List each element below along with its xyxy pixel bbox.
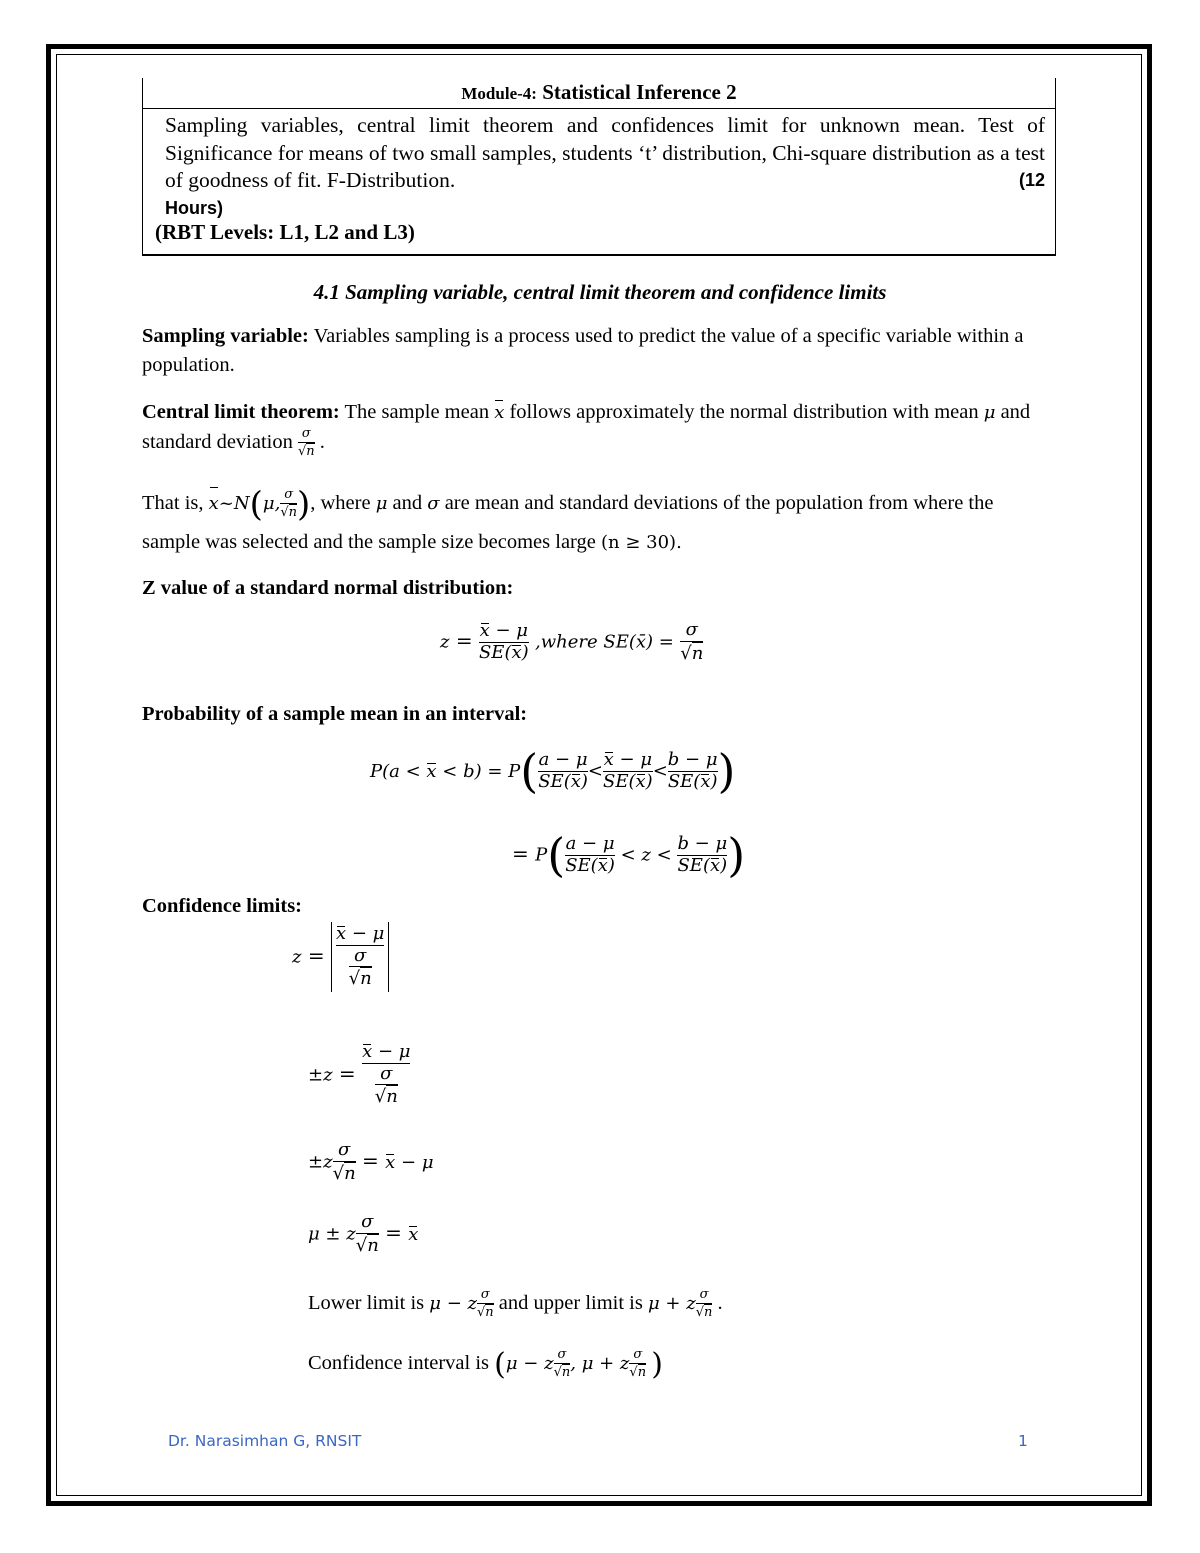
probability-label: Probability of a sample mean in an interval: [142, 703, 528, 725]
clt-distribution-paragraph: That is, x~N(μ, $\frac{\sigma}{√n}$ ), where μ and σ are mean and standard deviations of the population from where the sample was selected and the sample size becomes large (n ≥ 30). [142, 484, 994, 554]
clt-paragraph: Central limit theorem: The sample mean x follows approximately the normal distribution with mean μ and standard deviation $\frac{\sigma}{√n}$ . [142, 398, 1052, 460]
interval-text: Confidence interval is [308, 1352, 495, 1375]
section-title: 4.1 Sampling variable, central limit theorem and confidence limits [313, 280, 887, 304]
limits-sentence: Lower limit is μ − z $\frac{\sigma}{√n}$ and upper limit is μ + z $\frac{\sigma}{√n}$ . [308, 1287, 723, 1320]
sampling-variable-text: Variables sampling is a process used to predict the value of a specific variable within a population. [142, 325, 1024, 376]
z-sigma-formula: ±z $\frac{\sigma}{√n}$ = x − μ [308, 1139, 434, 1184]
se-definition: ,where SE(x̄) = [535, 631, 674, 653]
zvalue-label: Z value of a standard normal distribution: [142, 577, 514, 599]
page-number: 1 [1018, 1432, 1028, 1450]
se-fraction: $\frac{\sigma}{√n}$ [680, 619, 704, 664]
clt-text-1: The sample mean [339, 401, 495, 423]
module-prefix: Module-4: [461, 84, 537, 103]
sigma-over-root-n: $\frac{\sigma}{√n}$ [297, 426, 315, 459]
z-abs-formula: z = $\frac{x - \mu}{\frac{\sigma}{√n}}$ [292, 922, 389, 992]
syllabus-box-bottom [143, 254, 1055, 256]
z-fraction: $\frac{x - \mu}{SE(x)}$ [478, 620, 529, 663]
clt-text-3: and standard deviation [142, 401, 1031, 454]
module-heading [143, 80, 1055, 109]
plus-minus-z-formula: ±z = $\frac{x - \mu}{\frac{\sigma}{√n}}$ [308, 1041, 411, 1108]
hours-open: (12 [1018, 170, 1045, 190]
syllabus-text [165, 112, 1045, 222]
lower-limit-text: Lower limit is [308, 1292, 430, 1315]
syllabus-box [142, 78, 1056, 256]
hours-close: Hours) [165, 197, 223, 218]
where-text: , where [310, 492, 376, 514]
clt-rest-text: are mean and standard deviations of the population from where the sample was selected and the sample size becomes large [142, 492, 994, 554]
mu-symbol: μ [983, 402, 996, 423]
upper-limit-text: and upper limit is [493, 1292, 648, 1315]
probability-formula-1: P(a < x < b) = P( $\frac{a - \mu}{SE(x)}$ < $\frac{x - \mu}{SE(x)}$ < $\frac{b - \mu}{SE(x)}$ ) [370, 744, 736, 798]
clt-label: Central limit theorem: [142, 401, 340, 423]
xbar-symbol: x [494, 398, 504, 427]
sigma-symbol: σ [427, 493, 440, 514]
rbt-levels: (RBT Levels: L1, L2 and L3) [155, 220, 415, 244]
mu-symbol-2: μ [375, 493, 388, 514]
module-title: Statistical Inference 2 [542, 80, 737, 104]
sampling-variable-label: Sampling variable: [142, 325, 309, 347]
syllabus-topics: Sampling variables, central limit theorem and confidences limit for unknown mean. Test of Significance for means of two small samples, students ‘t’ distribution, Chi-square distribution as a test of goodness of fit. F-Distribution. [165, 113, 1045, 192]
confidence-label: Confidence limits: [142, 895, 302, 917]
that-is-text: That is, [142, 492, 209, 514]
footer-author: Dr. Narasimhan G, RNSIT [168, 1432, 362, 1450]
z-formula: z = $\frac{x - \mu}{SE(x)}$ ,where SE(x̄) = $\frac{\sigma}{√n}$ [440, 619, 704, 664]
clt-sd-fraction: $\frac{\sigma}{√n}$ [280, 486, 297, 520]
mu-pm-formula: μ ± z $\frac{\sigma}{√n}$ = x [308, 1211, 419, 1256]
probability-formula-2: = P( $\frac{a - \mu}{SE(x)}$ < z < $\frac{b - \mu}{SE(x)}$ ) [512, 828, 746, 882]
interval-sentence: Confidence interval is (μ − z $\frac{\sigma}{√n}$ , μ + z $\frac{\sigma}{√n}$ ) [308, 1346, 663, 1382]
and-text: and [387, 492, 428, 514]
sample-size-condition: (n ≥ 30). [601, 532, 682, 554]
clt-text-2: follows approximately the normal distribution with mean [504, 401, 984, 423]
sampling-variable-paragraph [142, 322, 1052, 380]
normal-dist-notation: x~N [209, 493, 250, 514]
